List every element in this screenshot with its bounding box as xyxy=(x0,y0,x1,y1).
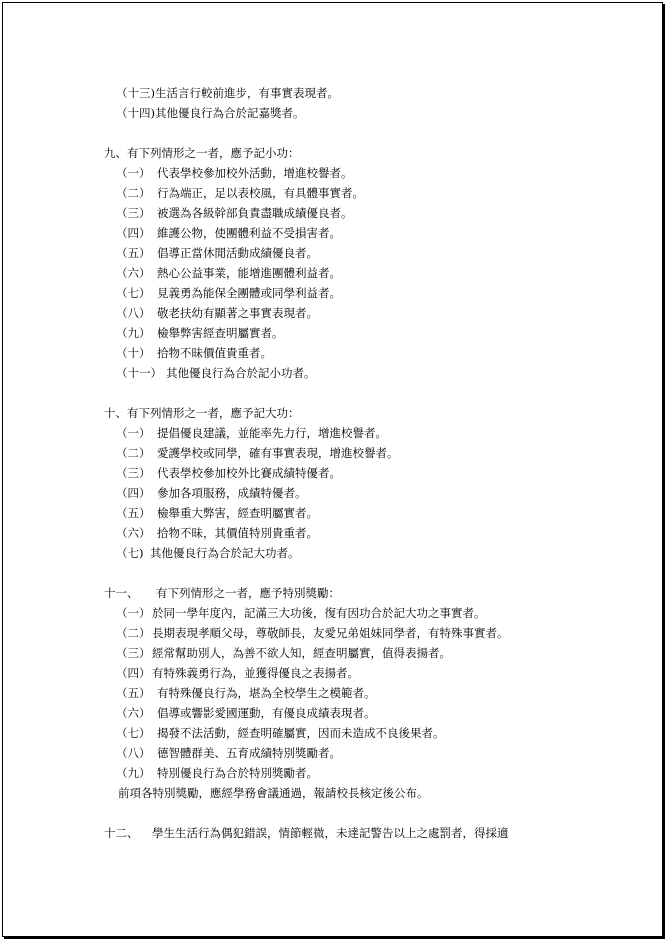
item-number: （九） xyxy=(116,326,151,340)
list-item xyxy=(116,646,451,660)
item-number: （三） xyxy=(116,206,151,220)
item-text: 其他優良行為合於記大功者。 xyxy=(150,546,300,560)
item-text: 倡導或響影愛國運動，有優良成績表現者。 xyxy=(157,706,376,720)
item-number: （九） xyxy=(116,766,151,780)
list-item xyxy=(116,306,318,320)
item-number: （五） xyxy=(116,506,151,520)
item-text: 參加各項服務，成績特優者。 xyxy=(157,486,307,500)
item-text: 愛護學校或同學，確有事實表現，增進校譽者。 xyxy=(157,446,399,460)
list-item xyxy=(116,366,316,380)
list-item xyxy=(116,346,272,360)
item-text: （十四)其他優良行為合於記嘉獎者。 xyxy=(116,106,305,120)
item-text: 熱心公益事業，能增進團體利益者。 xyxy=(157,266,341,280)
list-item xyxy=(116,666,359,680)
item-text: 維護公物，使團體利益不受損害者。 xyxy=(157,226,341,240)
item-text: 特別優良行為合於特別獎勵者。 xyxy=(157,766,318,780)
list-item xyxy=(116,506,318,520)
item-text: 德智體群美、五育成績特別獎勵者。 xyxy=(157,746,341,760)
section-heading xyxy=(104,406,300,420)
item-text: 其他優良行為合於記小功者。 xyxy=(166,366,316,380)
list-item xyxy=(116,226,341,240)
item-number: （一） xyxy=(116,166,151,180)
list-item xyxy=(116,246,318,260)
item-number: （二） xyxy=(116,186,151,200)
item-number: （七) xyxy=(116,546,144,560)
heading-text: 學生生活行為偶犯錯誤，情節輕微，未達記警告以上之處罰者，得採適 xyxy=(152,826,509,840)
item-text: 提倡優良建議，並能率先力行，增進校譽者。 xyxy=(157,426,387,440)
item-number: （十） xyxy=(116,346,151,360)
list-item xyxy=(116,326,284,340)
item-text: 敬老扶幼有顯著之事實表現者。 xyxy=(157,306,318,320)
item-text: 有特殊優良行為，堪為全校學生之模範者。 xyxy=(157,686,376,700)
item-number: （六） xyxy=(116,526,151,540)
list-item xyxy=(116,546,300,560)
item-number: （一） xyxy=(116,426,151,440)
item-number: （四） xyxy=(116,226,151,240)
item-text: 揭發不法活動，經查明確屬實，因而未造成不良後果者。 xyxy=(157,726,445,740)
section-note xyxy=(118,786,429,800)
item-number: （五） xyxy=(116,686,151,700)
list-item xyxy=(116,766,318,780)
item-number: （二） xyxy=(116,626,151,640)
item-text: 於同一學年度內，記滿三大功後，復有因功合於記大功之事實者。 xyxy=(152,606,486,620)
section-heading xyxy=(104,146,300,160)
item-text: 有特殊義勇行為，並獲得優良之表揚者。 xyxy=(152,666,359,680)
item-number: （七） xyxy=(116,726,151,740)
item-number: （二） xyxy=(116,446,151,460)
section-heading xyxy=(104,826,509,840)
item-text: （十三)生活言行較前進步，有事實表現者。 xyxy=(116,86,339,100)
item-text: 被選為各級幹部負責盡職成績優良者。 xyxy=(157,206,353,220)
heading-text: 九、有下列情形之一者，應予記小功： xyxy=(104,146,300,160)
section-heading xyxy=(104,586,340,600)
list-item xyxy=(116,446,399,460)
item-number: （三） xyxy=(116,466,151,480)
list-item xyxy=(116,106,305,120)
list-item xyxy=(116,266,341,280)
item-text: 倡導正當休閒活動成績優良者。 xyxy=(157,246,318,260)
item-number: （三） xyxy=(116,646,151,660)
list-item xyxy=(116,606,486,620)
list-item xyxy=(116,486,307,500)
list-item xyxy=(116,726,445,740)
list-item xyxy=(116,526,318,540)
item-number: （四） xyxy=(116,486,151,500)
item-text: 經常幫助別人，為善不欲人知，經查明屬實，值得表揚者。 xyxy=(152,646,451,660)
item-number: （四） xyxy=(116,666,151,680)
item-text: 拾物不昧價值貴重者。 xyxy=(157,346,272,360)
item-number: （六） xyxy=(116,266,151,280)
item-number: （七） xyxy=(116,286,151,300)
list-item xyxy=(116,746,341,760)
heading-number: 十一、 xyxy=(104,586,139,600)
item-number: （五） xyxy=(116,246,151,260)
list-item xyxy=(116,466,341,480)
list-item xyxy=(116,286,341,300)
item-text: 行為端正，足以表校風，有具體事實者。 xyxy=(157,186,364,200)
heading-number: 十二、 xyxy=(104,826,139,840)
heading-text: 有下列情形之一者，應予特別獎勵： xyxy=(156,586,340,600)
heading-text: 十、有下列情形之一者，應予記大功： xyxy=(104,406,300,420)
list-item xyxy=(116,626,509,640)
list-item xyxy=(116,166,353,180)
note-text: 前項各特別獎勵，應經學務會議通過，報請校長核定後公布。 xyxy=(118,786,429,800)
list-item xyxy=(116,186,364,200)
item-text: 檢舉重大弊害，經查明屬實者。 xyxy=(157,506,318,520)
list-item xyxy=(116,706,376,720)
item-text: 見義勇為能保全團體或同學利益者。 xyxy=(157,286,341,300)
item-text: 代表學校參加校外比賽成績特優者。 xyxy=(157,466,341,480)
list-item xyxy=(116,206,353,220)
item-number: （八） xyxy=(116,306,151,320)
item-number: （八） xyxy=(116,746,151,760)
item-text: 長期表現孝順父母，尊敬師長，友愛兄弟姐妹同學者，有特殊事實者。 xyxy=(152,626,509,640)
list-item xyxy=(116,86,339,100)
item-text: 代表學校參加校外活動，增進校譽者。 xyxy=(157,166,353,180)
list-item xyxy=(116,686,376,700)
item-number: （一） xyxy=(116,606,151,620)
item-text: 檢舉弊害經查明屬實者。 xyxy=(157,326,284,340)
item-number: （十一） xyxy=(116,366,162,380)
item-text: 拾物不昧，其價值特別貴重者。 xyxy=(157,526,318,540)
list-item xyxy=(116,426,387,440)
item-number: （六） xyxy=(116,706,151,720)
